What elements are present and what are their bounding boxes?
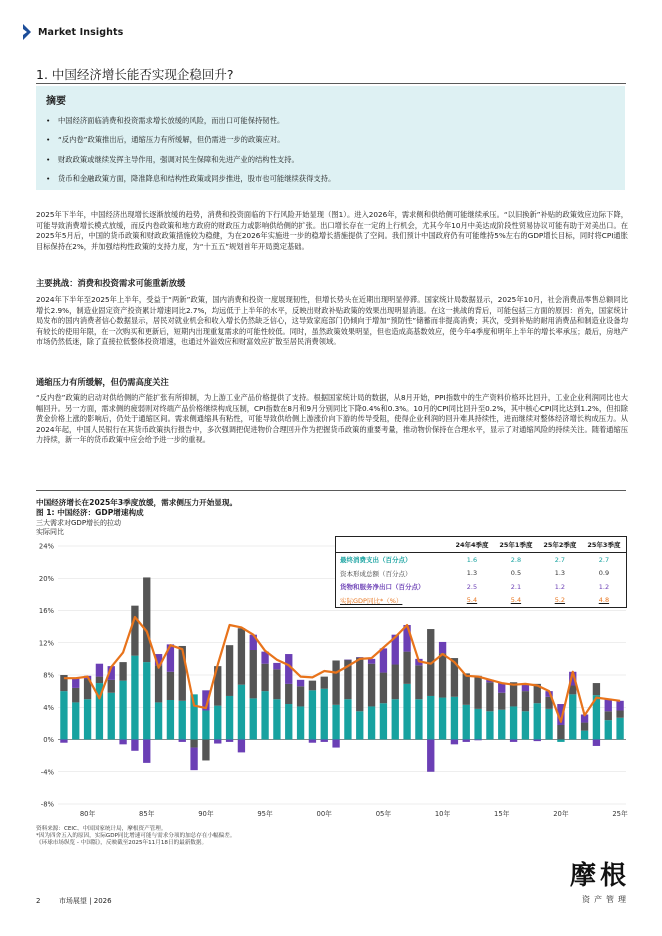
- bar-consumption: [226, 696, 233, 740]
- bar-investment: [356, 657, 363, 711]
- bar-consumption: [250, 698, 257, 739]
- figure-title: 图 1: 中国经济：GDP增速构成: [36, 508, 144, 517]
- bar-net-exports: [238, 740, 245, 753]
- y-tick-label: 8%: [43, 671, 54, 680]
- bar-investment: [131, 606, 138, 656]
- body-paragraph-1: 2025年下半年，中国经济出现增长逐渐放缓的趋势，消费和投资面临的下行风险开始显现（图1）。进入2026年，需求侧和供给侧可能继续承压。“以旧换新”补贴的政策效应边际下降，可能导致消费增长模式放缓，而反内卷政策和地方政府的财政压力或影响供给侧的扩张。出口增长存在一定的上行机会，尤其今年10月中美达成阶段性贸易协议可能有助于对美出口。在2025年5月后，中国的货币政策和财政政策措施较为稳健，为在2026年实施进一步的稳增长措施提供了空间。我们预计中国政府仍有可能维持5%左右的GDP增长目标，同时将CPI通胀目标保持在2%，并加强结构性政策的支持力度，为“十五五”规划首年开局奠定基础。: [36, 210, 628, 251]
- bar-net-exports: [534, 740, 541, 742]
- bar-net-exports: [616, 701, 623, 711]
- bar-investment: [321, 677, 328, 689]
- table-cell: 5.4: [510, 596, 522, 605]
- y-tick-label: -8%: [40, 800, 54, 809]
- bar-net-exports: [190, 748, 197, 771]
- source-line: 资料来源：CEIC、中国国家统计局，摩根资产管理。: [36, 826, 167, 832]
- bar-net-exports: [321, 740, 328, 742]
- bar-investment: [368, 664, 375, 707]
- summary-title: 摘要: [46, 96, 66, 107]
- bar-investment: [581, 723, 588, 731]
- bar-consumption: [238, 685, 245, 740]
- body-paragraph-3: “反内卷”政策的启动对供给侧的产能扩张有所抑制，为上游工业产品价格提供了支持。根据国家统计局的数据，从8月开始，PPI指数中的生产资料价格环比回升，工业企业利润同比也大幅回升。另一方面，需求侧的疲弱则对终端产品价格继续构成压制，CPI指数在8月和9月分别同比下降0.4%和0.3%。10月的CPI同比回升至0.2%，其中核心CPI同比达到1.2%，但扣除黄金价格上涨的影响后，仍处于通缩区间。需求侧通缩具有粘性，可能导致供给侧上游涨价向下游的传导受阻，使得企业利润的回升难具持续性，进而继续对整体经济增长构成压力。从2024年起，中国人民银行在其货币政策执行报告中，多次强调把促进物价合理回升作为把握货币政策的重要考量，推动物价保持在合理水平，显示了对通缩风险的持续关注。随着通缩压力持续，新一年的货币政策中应会给予进一步的重视。: [36, 393, 628, 445]
- bar-net-exports: [510, 740, 517, 742]
- table-corner: [336, 537, 451, 553]
- bar-consumption: [368, 706, 375, 739]
- bar-investment: [392, 665, 399, 700]
- source-line: 《环球市场纵览 - 中国版》，反映截至2025年11月18日的最新数据。: [36, 840, 208, 846]
- y-tick-label: 4%: [43, 703, 54, 712]
- bar-consumption: [297, 706, 304, 739]
- bar-net-exports: [451, 740, 458, 745]
- bar-investment: [72, 688, 79, 703]
- y-tick-label: 24%: [38, 542, 54, 551]
- bar-investment: [155, 665, 162, 702]
- bar-consumption: [498, 710, 505, 740]
- y-tick-label: -4%: [40, 768, 54, 777]
- bar-consumption: [534, 703, 541, 739]
- bar-consumption: [439, 698, 446, 740]
- bar-investment: [167, 672, 174, 700]
- figure-source: [36, 826, 235, 847]
- table-row-label: 资本形成总额（百分点）: [340, 569, 412, 578]
- bar-consumption: [344, 699, 351, 739]
- x-tick-label: 85年: [139, 810, 155, 818]
- bar-investment: [463, 673, 470, 704]
- table-cell: 2.7: [554, 555, 566, 564]
- bar-investment: [108, 680, 115, 693]
- table-cell: 0.5: [510, 569, 522, 578]
- table-cell: 2.1: [510, 582, 522, 591]
- table-cell: 5.2: [554, 596, 566, 605]
- table-cell: 5.4: [466, 596, 478, 605]
- bar-consumption: [486, 711, 493, 739]
- bar-consumption: [261, 691, 268, 739]
- table-row-label: 最终消费支出（百分点）: [340, 556, 412, 565]
- table-cell: 0.9: [598, 569, 610, 578]
- bar-investment: [143, 577, 150, 662]
- x-tick-label: 80年: [79, 810, 96, 818]
- bar-net-exports: [273, 663, 280, 669]
- bar-investment: [332, 660, 339, 704]
- bar-investment: [557, 725, 564, 740]
- bar-consumption: [451, 697, 458, 740]
- table-header: 25年1季度: [494, 537, 538, 553]
- bar-investment: [285, 684, 292, 704]
- bar-consumption: [522, 711, 529, 739]
- section-title: 1. 中国经济增长能否实现企稳回升?: [36, 67, 234, 82]
- bar-net-exports: [119, 740, 126, 745]
- bar-net-exports: [463, 740, 470, 742]
- bar-consumption: [463, 705, 470, 740]
- table-cell: 1.3: [466, 569, 478, 578]
- bar-investment: [498, 693, 505, 710]
- bar-investment: [202, 740, 209, 761]
- subheading-challenges: 主要挑战：消费和投资需求可能重新放缓: [36, 278, 186, 288]
- summary-bullet: • 货币和金融政策方面，降准降息和结构性政策或同步推进，股市也可能继续获得支持。: [46, 174, 336, 184]
- bar-consumption: [214, 706, 221, 740]
- bar-consumption: [84, 699, 91, 739]
- bar-investment: [403, 652, 410, 684]
- table-row: [336, 580, 627, 594]
- bar-investment: [439, 653, 446, 697]
- bar-investment: [605, 711, 612, 720]
- brand-logo: [570, 855, 630, 905]
- table-header: 25年2季度: [538, 537, 582, 553]
- bar-consumption: [557, 740, 564, 742]
- bar-investment: [380, 673, 387, 704]
- bar-consumption: [332, 705, 339, 740]
- bar-consumption: [202, 710, 209, 739]
- logo-subtitle: 资产管理: [582, 895, 631, 904]
- table-row-label: 货物和服务净出口（百分点）: [340, 583, 425, 592]
- chart-data-table: [335, 536, 627, 608]
- figure-subtitle: 三大需求对GDP增长的拉动: [36, 519, 122, 527]
- summary-bullet: • 中国经济面临消费和投资需求增长放缓的风险，而出口可能保持韧性。: [46, 116, 285, 125]
- bar-net-exports: [179, 740, 186, 742]
- table-header: 24年4季度: [450, 537, 494, 553]
- table-cell: 1.2: [554, 582, 566, 591]
- bar-net-exports: [474, 740, 481, 741]
- table-cell: 1.2: [598, 582, 610, 591]
- bar-consumption: [285, 704, 292, 739]
- bar-consumption: [415, 699, 422, 739]
- bar-net-exports: [380, 648, 387, 672]
- source-line: *因为四舍五入的原因，实际GDP同比增速可能与需求分项的加总存在小幅偏差。: [36, 833, 236, 839]
- table-row: [336, 567, 627, 581]
- bar-investment: [309, 681, 316, 691]
- bar-investment: [190, 740, 197, 748]
- bar-consumption: [155, 702, 162, 739]
- bar-consumption: [392, 699, 399, 739]
- bar-consumption: [545, 709, 552, 740]
- table-cell: 1.6: [466, 555, 478, 564]
- bar-consumption: [119, 681, 126, 740]
- bar-investment: [486, 682, 493, 711]
- bar-net-exports: [297, 680, 304, 686]
- bar-consumption: [569, 694, 576, 739]
- bar-net-exports: [309, 740, 316, 743]
- bar-investment: [96, 677, 103, 683]
- y-tick-label: 20%: [38, 574, 54, 583]
- x-tick-label: 20年: [553, 810, 569, 818]
- bar-net-exports: [131, 740, 138, 751]
- y-tick-label: 0%: [43, 736, 54, 744]
- figure-unit: 实际同比: [36, 528, 64, 536]
- bar-investment: [273, 669, 280, 699]
- table-row-label: 实际GDP同比*（%）: [340, 596, 403, 605]
- bar-investment: [522, 691, 529, 711]
- header-label: Market Insights: [38, 26, 124, 38]
- bar-consumption: [581, 731, 588, 740]
- body-paragraph-2: 2024年下半年至2025年上半年，受益于“两新”政策，国内消费和投资一度展现韧性，但增长势头在近期出现明显停滞。国家统计局数据显示，2025年10月，社会消费品零售总额同比增长2.9%，制造业固定资产投资累计增速同比2.7%，均远低于上半年的水平，反映出财政补贴政策的效果出现明显消退。在这一挑战的背后，可能包括三方面的原因：首先，国家统计局发布的国内消费者信心数据显示，居民对就业机会和收入增长仍然缺乏信心，这导致家庭部门仍倾向于增加“预防性”储蓄而非提高消费；其次，受到补贴的耐用消费品和制造业设备均有较长的使用年限，在一次购买和更新后，短期内出现重复需求的可能性较低。同时，虽然政策效果明显，但也造成高基数效应，使今年4季度和明年上半年的增长率承压；最后，房地产市场仍然低迷，除了直接拉低整体投资增速，也通过外溢效应和财富效应扩散至居民消费领域。: [36, 295, 628, 347]
- bar-net-exports: [332, 740, 339, 748]
- table-cell: 2.8: [510, 555, 522, 564]
- logo-chinese: 摩根: [570, 861, 631, 891]
- subheading-deflation: 通缩压力有所缓解，但仍需高度关注: [36, 377, 169, 387]
- bar-consumption: [380, 703, 387, 739]
- bar-consumption: [427, 696, 434, 740]
- bar-net-exports: [96, 664, 103, 677]
- page-number: 2: [36, 897, 41, 905]
- bar-net-exports: [344, 660, 351, 661]
- x-tick-label: 15年: [494, 810, 510, 818]
- x-tick-label: 10年: [434, 810, 451, 818]
- bar-net-exports: [522, 685, 529, 691]
- bar-consumption: [72, 702, 79, 739]
- table-cell: 4.8: [598, 596, 610, 605]
- bar-investment: [593, 683, 600, 695]
- bar-investment: [415, 665, 422, 699]
- table-cell: 1.3: [554, 569, 566, 578]
- bar-net-exports: [368, 659, 375, 664]
- bar-net-exports: [605, 699, 612, 711]
- bar-investment: [250, 650, 257, 698]
- publication-name: 市场展望 | 2026: [58, 897, 112, 905]
- figure-headline: 中国经济增长在2025年3季度放缓，需求侧压力开始显现。: [36, 498, 238, 507]
- bar-consumption: [356, 711, 363, 739]
- x-tick-label: 25年: [612, 810, 628, 818]
- x-tick-label: 95年: [257, 810, 273, 818]
- bar-net-exports: [72, 678, 79, 688]
- table-row: [336, 594, 627, 608]
- bar-investment: [616, 710, 623, 717]
- bar-consumption: [179, 701, 186, 740]
- bar-consumption: [321, 689, 328, 740]
- bar-consumption: [273, 699, 280, 739]
- bar-investment: [238, 628, 245, 684]
- bar-net-exports: [143, 740, 150, 763]
- bar-consumption: [60, 691, 67, 739]
- table-row: [336, 553, 627, 567]
- summary-bullet: • “反内卷”政策推出后，通缩压力有所缓解，但仍需进一步的政策应对。: [46, 135, 285, 145]
- bar-consumption: [616, 718, 623, 740]
- bar-net-exports: [439, 642, 446, 653]
- bar-net-exports: [214, 740, 221, 744]
- bar-consumption: [510, 706, 517, 739]
- table-header: 25年3季度: [582, 537, 627, 553]
- y-tick-label: 12%: [38, 639, 54, 648]
- bar-consumption: [605, 720, 612, 739]
- bar-consumption: [167, 700, 174, 740]
- bar-investment: [119, 662, 126, 681]
- bar-consumption: [403, 684, 410, 740]
- y-tick-label: 16%: [38, 607, 54, 615]
- bar-investment: [510, 682, 517, 706]
- bar-consumption: [309, 690, 316, 739]
- bar-consumption: [131, 656, 138, 740]
- bar-net-exports: [226, 740, 233, 742]
- bar-net-exports: [593, 740, 600, 746]
- bar-net-exports: [427, 740, 434, 772]
- bar-investment: [474, 676, 481, 709]
- x-tick-label: 90年: [198, 810, 214, 818]
- table-cell: 2.5: [466, 582, 478, 591]
- bar-consumption: [143, 662, 150, 739]
- bar-investment: [261, 664, 268, 691]
- summary-bullet: • 财政政策或继续发挥主导作用，强调对民生保障和先进产业的结构性支持。: [46, 154, 299, 164]
- bar-consumption: [474, 709, 481, 740]
- bar-net-exports: [60, 740, 67, 743]
- bar-consumption: [108, 693, 115, 740]
- table-cell: 2.7: [598, 555, 610, 564]
- page-footer: [36, 896, 112, 906]
- bar-investment: [226, 645, 233, 696]
- x-tick-label: 05年: [375, 810, 392, 818]
- x-tick-label: 00年: [316, 810, 332, 818]
- bar-investment: [297, 686, 304, 706]
